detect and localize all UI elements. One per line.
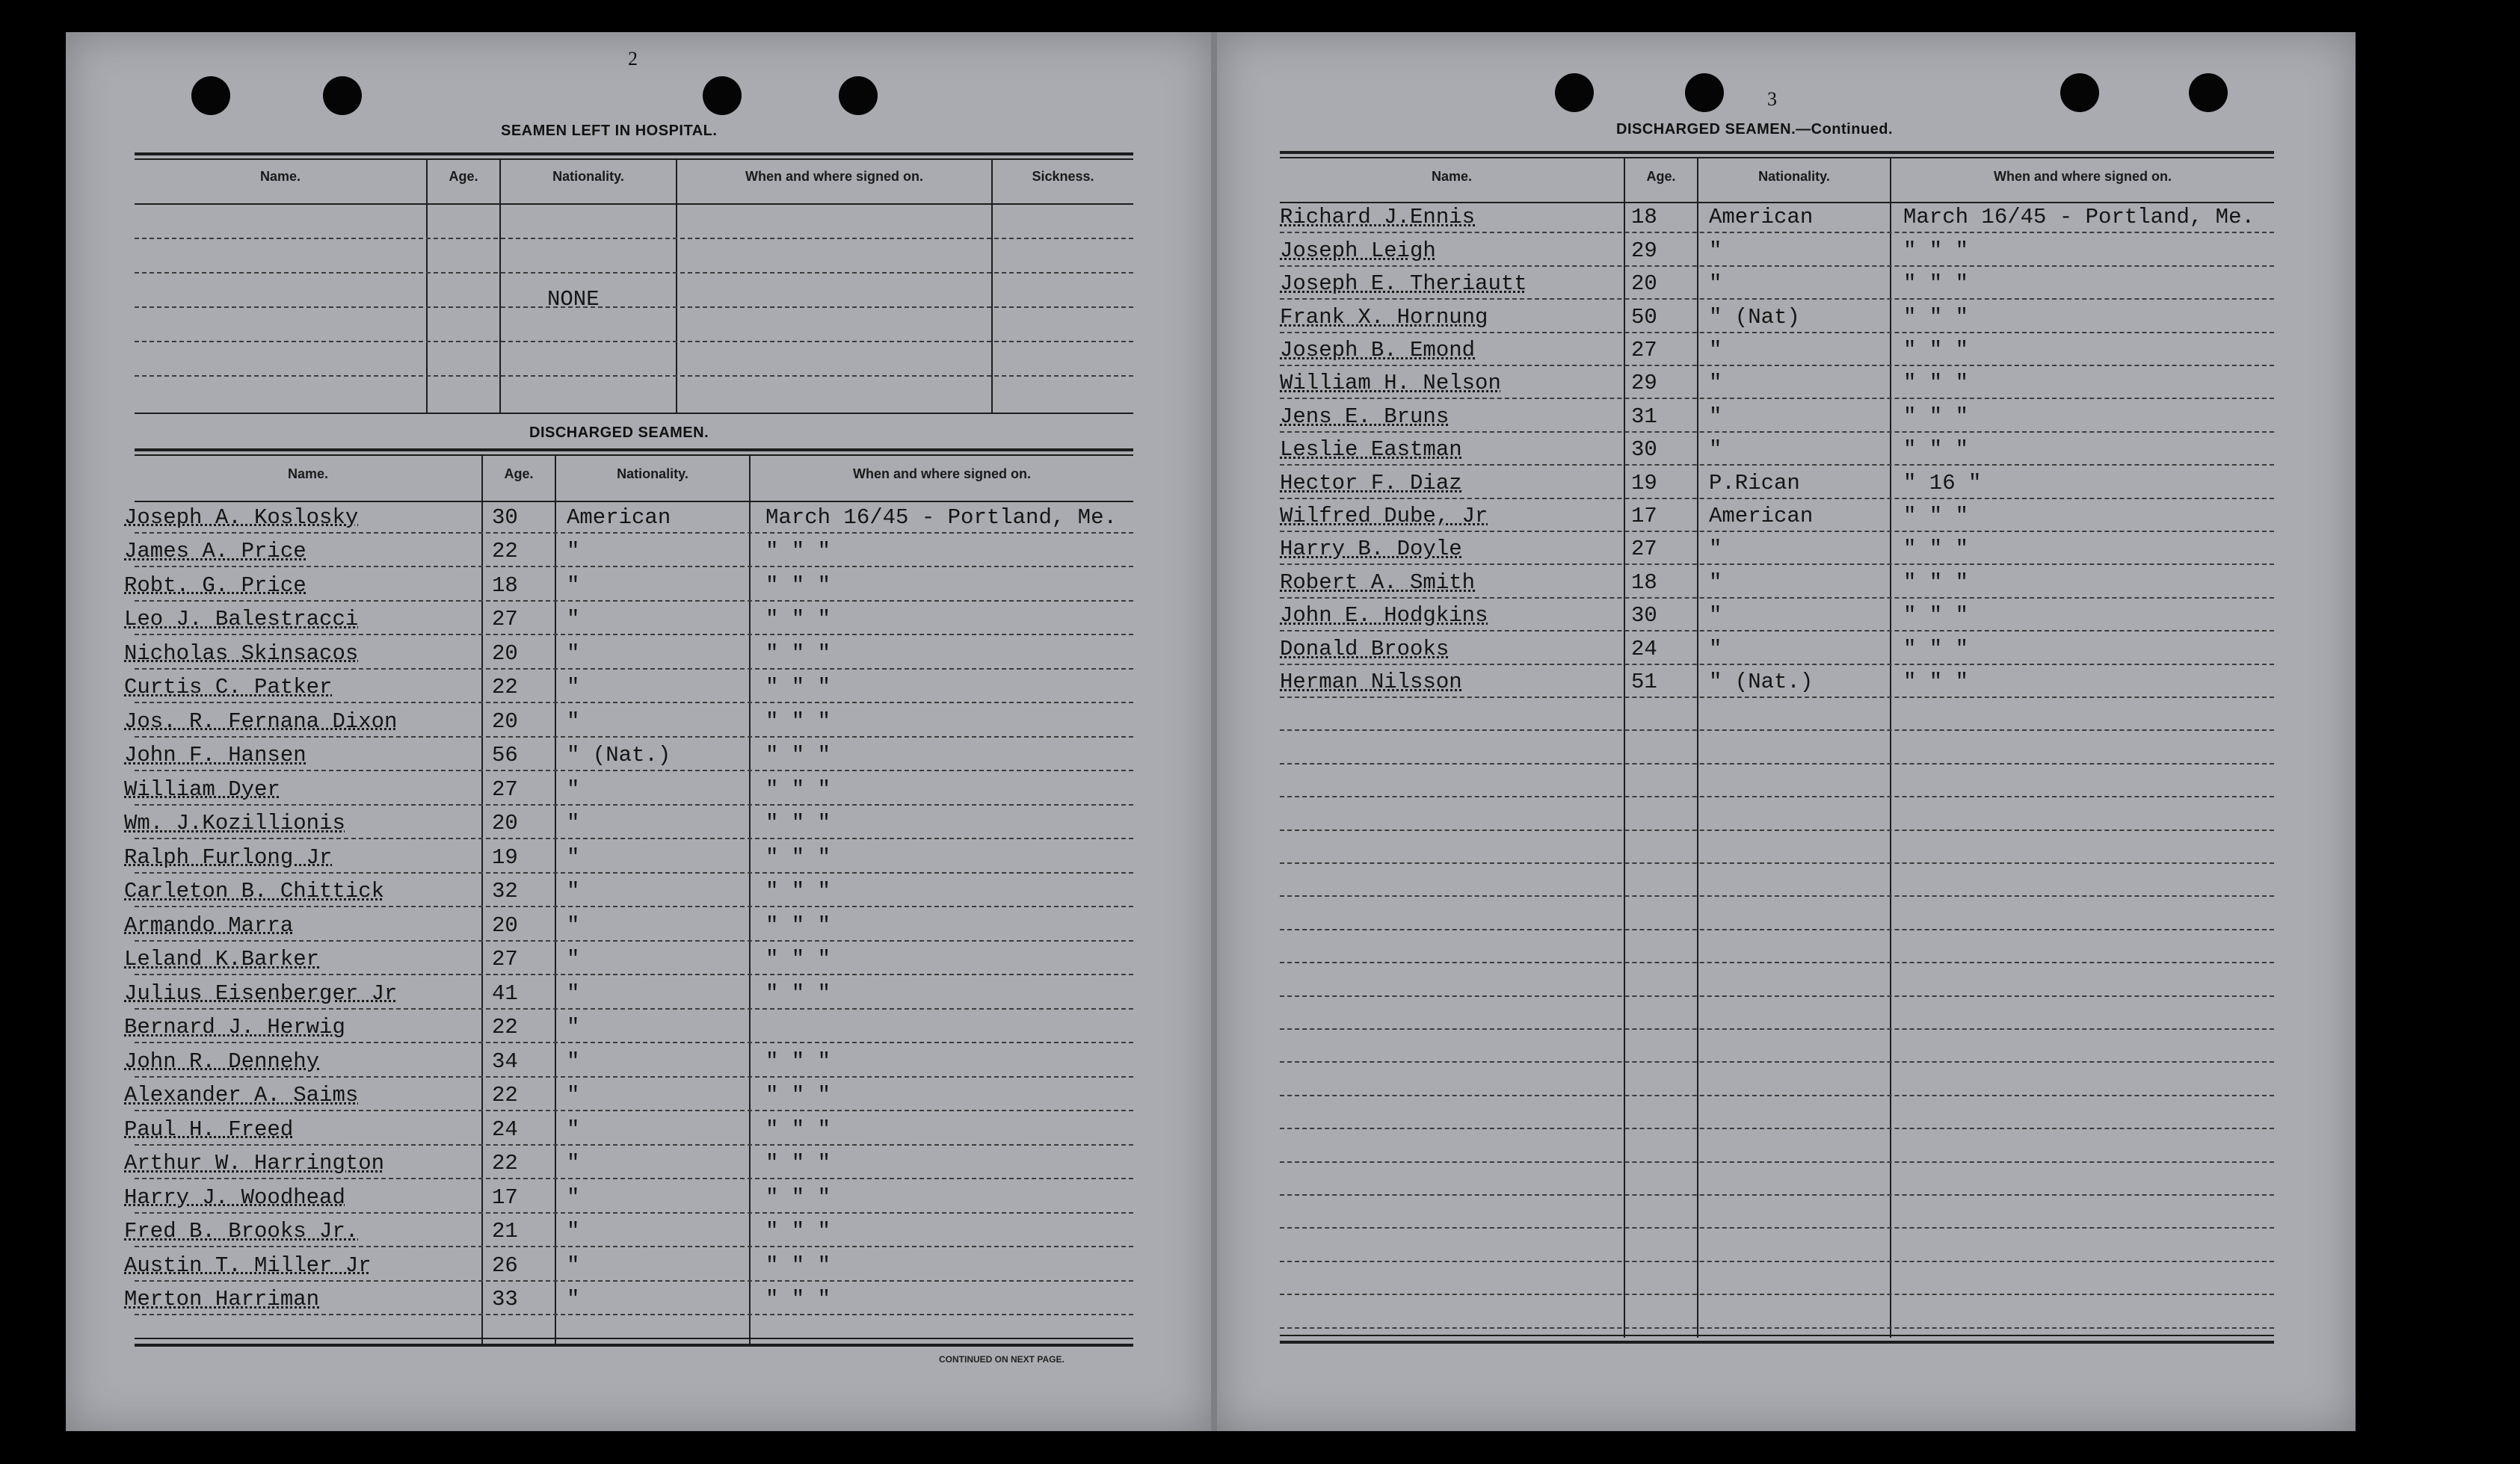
seaman-name: Austin T. Miller Jr xyxy=(124,1253,372,1278)
seaman-nat: " xyxy=(567,539,580,563)
seaman-signed: " 16 " xyxy=(1903,470,1982,495)
row-rule xyxy=(135,1212,1133,1214)
rule xyxy=(1280,1341,2274,1344)
seaman-nat: " xyxy=(1709,636,1722,661)
seaman-signed: " " " xyxy=(765,980,831,1006)
row-rule xyxy=(135,838,1133,839)
row-rule xyxy=(1280,895,2274,897)
seaman-signed: " " " xyxy=(765,572,831,598)
seaman-age: 17 xyxy=(492,1185,518,1210)
row-rule xyxy=(1280,830,2274,831)
row-rule xyxy=(135,306,1133,308)
seaman-name: Jos. R. Fernana Dixon xyxy=(124,708,398,734)
seaman-name: Richard J.Ennis xyxy=(1280,205,1476,230)
row-rule xyxy=(135,1314,1133,1315)
seaman-nat: " xyxy=(567,879,580,904)
seaman-name: John E. Hodgkins xyxy=(1280,603,1488,628)
seaman-signed: " " " xyxy=(1903,504,1969,528)
seaman-signed: " " " xyxy=(765,1253,831,1278)
seaman-name: Fred B. Brooks Jr. xyxy=(124,1219,359,1244)
seaman-name: Joseph B. Emond xyxy=(1280,338,1476,362)
seaman-nat: " xyxy=(567,1219,580,1244)
seaman-nat: " xyxy=(567,572,580,598)
seaman-name: Joseph E. Theriautt xyxy=(1280,271,1527,297)
seaman-name: Robert A. Smith xyxy=(1280,569,1476,595)
seaman-age: 30 xyxy=(492,504,518,530)
seaman-name: Joseph Leigh xyxy=(1280,238,1436,263)
row-rule xyxy=(1280,1061,2274,1063)
seaman-signed: " " " xyxy=(765,708,831,734)
seaman-age: 20 xyxy=(492,811,518,836)
seaman-age: 26 xyxy=(492,1253,518,1278)
seaman-nat: " xyxy=(1709,371,1722,396)
seaman-signed: March 16/45 - Portland, Me. xyxy=(765,504,1117,530)
seaman-age: 24 xyxy=(492,1116,518,1142)
seaman-age: 41 xyxy=(492,980,518,1006)
seaman-name: Ralph Furlong Jr xyxy=(124,844,333,870)
hospital-header-sickness: Sickness. xyxy=(1032,169,1094,184)
row-rule xyxy=(135,940,1133,942)
seaman-age: 30 xyxy=(1631,603,1657,628)
row-rule xyxy=(135,736,1133,738)
row-rule xyxy=(1280,531,2274,532)
seaman-nat: " xyxy=(1709,404,1722,429)
row-rule xyxy=(1280,332,2274,333)
rule xyxy=(135,158,1133,160)
seaman-age: 18 xyxy=(1631,205,1657,230)
row-rule xyxy=(135,634,1133,635)
seaman-signed: " " " xyxy=(1903,338,1969,362)
punch-hole xyxy=(839,76,878,115)
seaman-signed: " " " xyxy=(1903,371,1969,396)
seaman-name: Merton Harriman xyxy=(124,1287,320,1312)
seaman-name: Wilfred Dube, Jr xyxy=(1280,504,1488,528)
seaman-name: Frank X. Hornung xyxy=(1280,304,1488,330)
seaman-age: 20 xyxy=(492,708,518,734)
seaman-name: Alexander A. Saims xyxy=(124,1083,359,1108)
right-header-nationality: Nationality. xyxy=(1758,169,1830,184)
seaman-age: 22 xyxy=(492,539,518,563)
row-rule xyxy=(1280,763,2274,765)
seaman-signed: " " " xyxy=(1903,569,1969,595)
seaman-name: Hector F. Diaz xyxy=(1280,470,1462,495)
seaman-signed: " " " xyxy=(765,743,831,767)
seaman-age: 20 xyxy=(492,640,518,666)
seaman-name: Wm. J.Kozillionis xyxy=(124,811,345,836)
row-rule xyxy=(135,770,1133,771)
seaman-nat: " xyxy=(567,776,580,802)
rule xyxy=(135,454,1133,456)
rule xyxy=(135,203,1133,205)
rule xyxy=(135,413,1133,414)
discharged-header-age: Age. xyxy=(504,466,534,481)
seaman-age: 27 xyxy=(492,607,518,631)
hospital-none-note: NONE xyxy=(547,287,600,312)
seaman-age: 50 xyxy=(1631,304,1657,330)
seaman-signed: " " " xyxy=(765,1048,831,1074)
row-rule xyxy=(1280,563,2274,565)
seaman-signed: " " " xyxy=(765,1219,831,1244)
seaman-nat: P.Rican xyxy=(1709,470,1800,495)
seaman-nat: " xyxy=(567,980,580,1006)
rule xyxy=(1280,151,2274,154)
right-header-signed: When and where signed on. xyxy=(1993,169,2172,184)
seaman-signed: " " " xyxy=(765,947,831,972)
seaman-name: Harry J. Woodhead xyxy=(124,1185,345,1210)
seaman-age: 34 xyxy=(492,1048,518,1074)
seaman-signed: " " " xyxy=(765,844,831,870)
rule xyxy=(135,1344,1133,1347)
row-rule xyxy=(135,375,1133,377)
discharged-header-signed: When and where signed on. xyxy=(852,466,1032,481)
seaman-nat: " (Nat.) xyxy=(567,743,671,767)
seaman-age: 51 xyxy=(1631,670,1657,694)
seaman-nat: " xyxy=(1709,437,1722,463)
seaman-age: 29 xyxy=(1631,238,1657,263)
seaman-nat: American xyxy=(567,504,671,530)
seaman-nat: " xyxy=(567,1151,580,1176)
column-rule xyxy=(749,454,751,1344)
row-rule xyxy=(1280,298,2274,300)
seaman-signed: " " " xyxy=(1903,437,1969,463)
seaman-age: 20 xyxy=(1631,271,1657,297)
punch-hole xyxy=(703,76,742,115)
seaman-name: Jens E. Bruns xyxy=(1280,404,1450,429)
row-rule xyxy=(135,702,1133,703)
hospital-section-title: SEAMEN LEFT IN HOSPITAL. xyxy=(501,123,718,139)
seaman-nat: " xyxy=(567,1083,580,1108)
row-rule xyxy=(135,668,1133,670)
row-rule xyxy=(1280,398,2274,399)
hospital-header-name: Name. xyxy=(259,169,301,184)
row-rule xyxy=(135,1246,1133,1247)
rule xyxy=(135,448,1133,451)
seaman-name: Paul H. Freed xyxy=(124,1116,294,1142)
row-rule xyxy=(1280,697,2274,698)
row-rule xyxy=(135,906,1133,907)
seaman-nat: " xyxy=(567,912,580,938)
row-rule xyxy=(135,566,1133,567)
row-rule xyxy=(135,872,1133,874)
seaman-nat: " xyxy=(567,675,580,699)
punch-hole xyxy=(1555,73,1594,112)
seaman-nat: " xyxy=(567,1048,580,1074)
seaman-signed: " " " xyxy=(765,811,831,836)
seaman-name: Herman Nilsson xyxy=(1280,670,1462,694)
row-rule xyxy=(1280,1194,2274,1196)
right-header-age: Age. xyxy=(1646,169,1676,184)
seaman-age: 24 xyxy=(1631,636,1657,661)
seaman-signed: " " " xyxy=(1903,304,1969,330)
seaman-name: Armando Marra xyxy=(124,912,294,938)
seaman-signed: " " " xyxy=(1903,271,1969,297)
seaman-age: 27 xyxy=(492,947,518,972)
seaman-nat: " xyxy=(567,1015,580,1040)
row-rule xyxy=(1280,1227,2274,1229)
seaman-signed: " " " xyxy=(1903,238,1969,263)
seaman-age: 20 xyxy=(492,912,518,938)
seaman-name: Robt. G. Price xyxy=(124,572,306,598)
row-rule xyxy=(135,532,1133,534)
seaman-age: 22 xyxy=(492,1083,518,1108)
seaman-age: 27 xyxy=(1631,537,1657,562)
seaman-age: 29 xyxy=(1631,371,1657,396)
seaman-signed: " " " xyxy=(765,1151,831,1176)
seaman-name: Leland K.Barker xyxy=(124,947,320,972)
seaman-name: Nicholas Skinsacos xyxy=(124,640,359,666)
seaman-name: Leo J. Balestracci xyxy=(124,607,359,631)
column-rule xyxy=(676,158,677,413)
hospital-header-age: Age. xyxy=(449,169,478,184)
seaman-signed: " " " xyxy=(765,1287,831,1312)
row-rule xyxy=(1280,729,2274,731)
row-rule xyxy=(1280,1095,2274,1096)
seaman-age: 19 xyxy=(492,844,518,870)
seaman-signed: " " " xyxy=(1903,404,1969,429)
page-number-right: 3 xyxy=(1767,88,1777,110)
seaman-nat: " xyxy=(1709,537,1722,562)
seaman-signed: March 16/45 - Portland, Me. xyxy=(1903,205,2255,230)
seaman-age: 32 xyxy=(492,879,518,904)
seaman-nat: " xyxy=(567,607,580,631)
seaman-signed: " " " xyxy=(765,1185,831,1210)
seaman-age: 33 xyxy=(492,1287,518,1312)
hospital-header-nationality: Nationality. xyxy=(552,169,624,184)
row-rule xyxy=(135,1178,1133,1179)
seaman-nat: " xyxy=(567,844,580,870)
row-rule xyxy=(1280,1161,2274,1163)
seaman-name: Bernard J. Herwig xyxy=(124,1015,345,1040)
column-rule xyxy=(991,158,993,413)
row-rule xyxy=(1280,1261,2274,1262)
seaman-nat: " xyxy=(567,1116,580,1142)
seaman-name: Leslie Eastman xyxy=(1280,437,1462,463)
seaman-name: Curtis C. Patker xyxy=(124,675,333,699)
row-rule xyxy=(1280,995,2274,997)
row-rule xyxy=(1280,232,2274,233)
row-rule xyxy=(135,600,1133,602)
seaman-nat: " xyxy=(567,708,580,734)
row-rule xyxy=(1280,929,2274,930)
seaman-nat: " xyxy=(1709,238,1722,263)
column-rule xyxy=(499,158,501,413)
seaman-signed: " " " xyxy=(765,640,831,666)
row-rule xyxy=(135,272,1133,274)
seaman-signed: " " " xyxy=(1903,603,1969,628)
seaman-signed: " " " xyxy=(1903,636,1969,661)
seaman-nat: American xyxy=(1709,205,1814,230)
seaman-signed: " " " xyxy=(1903,670,1969,694)
page-fold xyxy=(1211,32,1217,1431)
punch-hole xyxy=(323,76,362,115)
seaman-name: William H. Nelson xyxy=(1280,371,1501,396)
seaman-age: 18 xyxy=(1631,569,1657,595)
hospital-header-signed: When and where signed on. xyxy=(745,169,924,184)
seaman-name: Arthur W. Harrington xyxy=(124,1151,385,1176)
row-rule xyxy=(1280,1128,2274,1129)
row-rule xyxy=(1280,862,2274,864)
row-rule xyxy=(135,238,1133,239)
row-rule xyxy=(1280,431,2274,433)
column-rule xyxy=(555,454,556,1344)
discharged-continued-title: DISCHARGED SEAMEN.—Continued. xyxy=(1616,121,1894,138)
seaman-name: John F. Hansen xyxy=(124,743,306,767)
seaman-age: 56 xyxy=(492,743,518,767)
punch-hole xyxy=(2060,73,2099,112)
column-rule xyxy=(426,158,428,413)
seaman-age: 22 xyxy=(492,675,518,699)
seaman-signed: " " " xyxy=(765,607,831,631)
seaman-signed: " " " xyxy=(765,879,831,904)
row-rule xyxy=(1280,962,2274,963)
seaman-age: 27 xyxy=(1631,338,1657,362)
seaman-signed: " " " xyxy=(765,1083,831,1108)
seaman-age: 22 xyxy=(492,1015,518,1040)
row-rule xyxy=(1280,597,2274,599)
seaman-age: 22 xyxy=(492,1151,518,1176)
row-rule xyxy=(1280,630,2274,631)
seaman-age: 27 xyxy=(492,776,518,802)
seaman-nat: " xyxy=(567,947,580,972)
rule xyxy=(1280,157,2274,158)
discharged-header-name: Name. xyxy=(287,466,329,481)
seaman-nat: " xyxy=(1709,569,1722,595)
seaman-signed: " " " xyxy=(765,675,831,699)
rule xyxy=(1280,202,2274,203)
discharged-section-title: DISCHARGED SEAMEN. xyxy=(529,424,709,441)
row-rule xyxy=(135,1042,1133,1043)
row-rule xyxy=(135,1280,1133,1282)
seaman-nat: " xyxy=(567,640,580,666)
seaman-name: John R. Dennehy xyxy=(124,1048,320,1074)
row-rule xyxy=(1280,796,2274,797)
seaman-age: 30 xyxy=(1631,437,1657,463)
seaman-nat: " xyxy=(1709,603,1722,628)
row-rule xyxy=(135,341,1133,342)
row-rule xyxy=(135,1110,1133,1111)
punch-hole xyxy=(1685,73,1724,112)
right-header-name: Name. xyxy=(1431,169,1473,184)
seaman-nat: " xyxy=(567,1185,580,1210)
row-rule xyxy=(1280,1327,2274,1329)
seaman-name: Donald Brooks xyxy=(1280,636,1450,661)
rule xyxy=(135,152,1133,155)
seaman-nat: " xyxy=(1709,271,1722,297)
seaman-signed: " " " xyxy=(765,776,831,802)
continued-note: CONTINUED ON NEXT PAGE. xyxy=(939,1354,1065,1365)
seaman-age: 18 xyxy=(492,572,518,598)
row-rule xyxy=(1280,1294,2274,1295)
row-rule xyxy=(1280,664,2274,665)
seaman-nat: " xyxy=(567,1287,580,1312)
seaman-nat: " (Nat.) xyxy=(1709,670,1814,694)
row-rule xyxy=(135,804,1133,806)
seaman-age: 21 xyxy=(492,1219,518,1244)
seaman-nat: " (Nat) xyxy=(1709,304,1800,330)
rule xyxy=(135,501,1133,502)
seaman-age: 17 xyxy=(1631,504,1657,528)
seaman-name: Harry B. Doyle xyxy=(1280,537,1462,562)
seaman-name: James A. Price xyxy=(124,539,306,563)
seaman-name: Joseph A. Koslosky xyxy=(124,504,359,530)
seaman-name: Julius Eisenberger Jr xyxy=(124,980,398,1006)
seaman-nat: American xyxy=(1709,504,1814,528)
seaman-nat: " xyxy=(1709,338,1722,362)
seaman-age: 19 xyxy=(1631,470,1657,495)
row-rule xyxy=(135,1076,1133,1078)
rule xyxy=(1280,1335,2274,1336)
page-number-left: 2 xyxy=(628,48,638,70)
row-rule xyxy=(135,1144,1133,1146)
discharged-header-nationality: Nationality. xyxy=(617,466,688,481)
rule xyxy=(135,1338,1133,1339)
seaman-signed: " " " xyxy=(1903,537,1969,562)
seaman-age: 31 xyxy=(1631,404,1657,429)
row-rule xyxy=(135,974,1133,975)
row-rule xyxy=(135,1008,1133,1010)
row-rule xyxy=(1280,265,2274,267)
seaman-nat: " xyxy=(567,1253,580,1278)
seaman-signed: " " " xyxy=(765,539,831,563)
row-rule xyxy=(1280,498,2274,499)
column-rule xyxy=(481,454,483,1344)
punch-hole xyxy=(191,76,230,115)
seaman-nat: " xyxy=(567,811,580,836)
row-rule xyxy=(1280,464,2274,466)
row-rule xyxy=(1280,365,2274,366)
seaman-signed: " " " xyxy=(765,1116,831,1142)
seaman-name: William Dyer xyxy=(124,776,280,802)
punch-hole xyxy=(2189,73,2228,112)
seaman-signed: " " " xyxy=(765,912,831,938)
seaman-name: Carleton B. Chittick xyxy=(124,879,385,904)
row-rule xyxy=(1280,1028,2274,1030)
